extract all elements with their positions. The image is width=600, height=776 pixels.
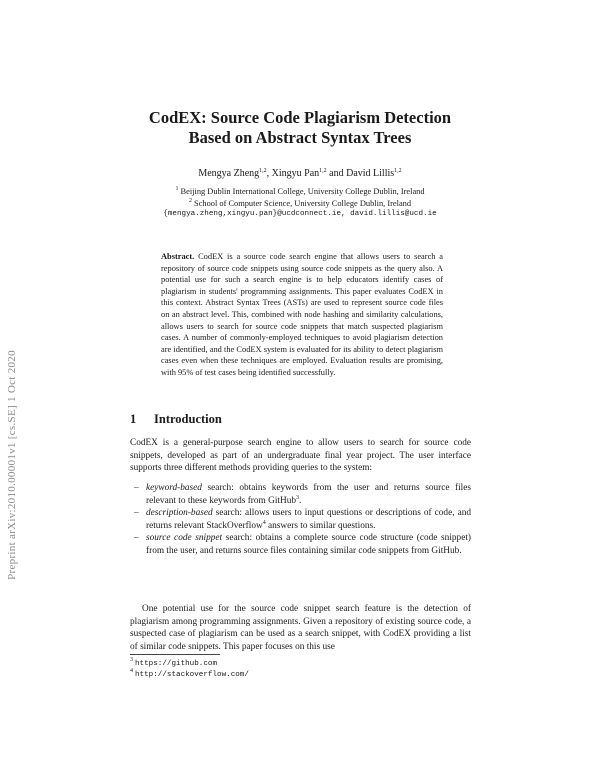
abstract-label: Abstract. <box>161 252 195 261</box>
list-item-text: search: obtains keywords from the user and returns source files relevant to these keywords from GitHub <box>146 483 471 506</box>
author-2: Xingyu Pan <box>271 168 320 179</box>
list-item-term: description-based <box>146 508 213 519</box>
list-item <box>130 507 471 532</box>
footnote-ref: 3 <box>296 494 300 501</box>
author-1-affil: 1,2 <box>259 168 267 174</box>
author-emails: {mengya.zheng,xingyu.pan}@ucdconnect.ie, david.lillis@ucd.ie <box>163 210 437 218</box>
abstract-text: CodEX is a source code search engine that allows users to search a repository of source code snippets using source code snippets as the query also. A potential use for such a search engine is to help educators identify cases of plagiarism in students' programming assignments. This paper evaluates CodEX in this context. Abstract Syntax Trees (ASTs) are used to represent source code files on an abstract level. This, combined with node hashing and similarity calculations, allows users to search for source code snippets that match suspected plagiarism cases. A number of commonly-employed techniques to avoid plagiarism detection are identified, and the CodEX system is evaluated for its ability to detect plagiarism cases even when these techniques are employed. Evaluation results are promising, with 95% of test cases being identified successfully. <box>161 252 444 377</box>
list-item-term: source code snippet <box>146 533 223 544</box>
title-line-2: Based on Abstract Syntax Trees <box>188 128 412 147</box>
list-dash: – <box>134 508 139 519</box>
section-number: 1 <box>130 412 137 426</box>
query-method-list <box>130 482 471 558</box>
arxiv-sidebar-stamp <box>4 330 20 600</box>
section-heading <box>130 412 222 427</box>
footnote-ref: 4 <box>262 519 266 526</box>
footnote-number: 3 <box>130 657 133 663</box>
list-item <box>130 482 471 507</box>
affil-1-marker: 1 <box>175 186 179 192</box>
list-item-text: search: obtains a complete source code structure (code snippet) from the user, and returns source files containing similar code snippets from GitHub. <box>146 533 471 556</box>
footnote-link[interactable]: https://github.com <box>135 660 218 668</box>
affil-2-marker: 2 <box>188 197 192 204</box>
footnote <box>130 669 249 681</box>
list-item-tail: answers to similar questions. <box>265 520 376 531</box>
list-dash: – <box>134 533 139 544</box>
list-item-text: search: allows users to input questions or descriptions of code, and returns relevant StackOverflow <box>146 508 471 531</box>
affil-2: School of Computer Science, University College Dublin, Ireland <box>194 198 412 208</box>
section-title: Introduction <box>154 412 222 426</box>
intro-paragraph-2: One potential use for the source code snippet search feature is the detection of plagiarism among programming assignments. Given a repository of existing source code, a suspected case of plagiarism can be used as a search snippet, with CodEX providing a list of similar code snippets. This paper focuses on this use <box>130 604 471 652</box>
list-item-term: keyword-based <box>146 483 202 493</box>
affil-1: Beijing Dublin International College, University College Dublin, Ireland <box>180 187 425 196</box>
list-dash: – <box>134 483 139 493</box>
paper-title <box>0 108 600 148</box>
list-item <box>130 532 471 557</box>
footnote <box>130 658 217 670</box>
abstract <box>161 251 443 379</box>
author-1: Mengya Zheng <box>198 168 260 179</box>
author-sep-1: , <box>266 168 272 179</box>
author-3: David Lillis <box>346 168 395 179</box>
list-item-tail: . <box>299 495 302 506</box>
footnote-rule <box>130 654 220 655</box>
footnote-link[interactable]: http://stackoverflow.com/ <box>135 671 249 679</box>
affiliations <box>0 186 600 221</box>
footnote-number: 4 <box>130 668 133 674</box>
arxiv-stamp-text: Preprint arXiv:2010.00001v1 [cs.SE] 1 Oct 2020 <box>6 350 18 580</box>
title-line-1: CodEX: Source Code Plagiarism Detection <box>148 108 452 127</box>
author-list <box>0 168 600 179</box>
author-sep-2: and <box>326 168 347 179</box>
intro-paragraph-1: CodEX is a general-purpose search engine to allow users to search for source code snippets, developed as part of an undergraduate final year project. The user interface supports three different methods providing queries to the system: <box>130 438 471 474</box>
author-2-affil: 1,2 <box>319 168 327 174</box>
author-3-affil: 1,2 <box>394 168 402 174</box>
